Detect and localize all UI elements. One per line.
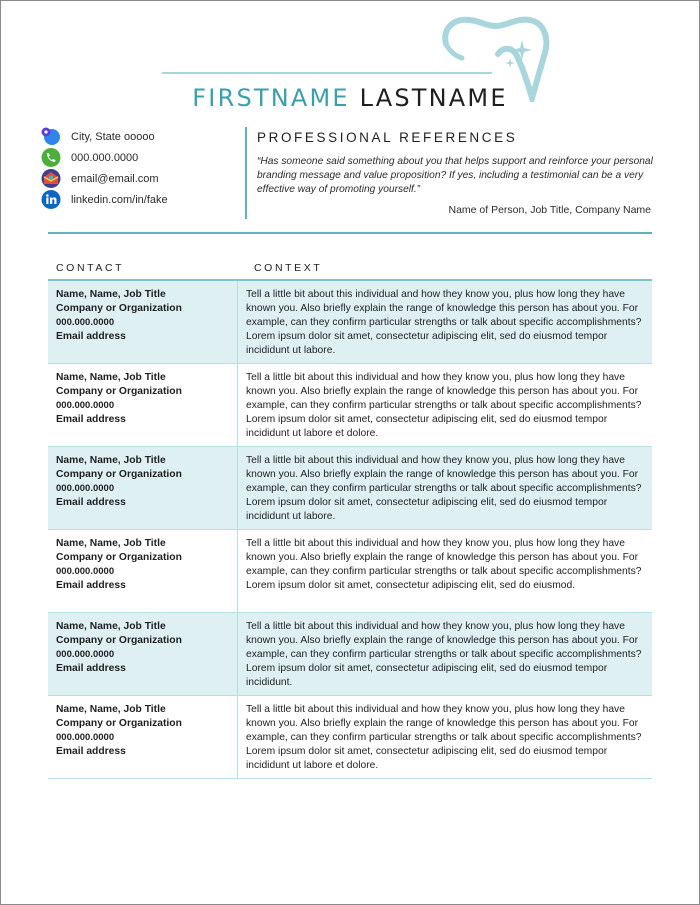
reference-company: Company or Organization: [56, 469, 182, 480]
table-row: [48, 613, 652, 696]
reference-name: Name, Name, Job Title: [56, 538, 166, 549]
reference-name: Name, Name, Job Title: [56, 621, 166, 632]
reference-email: Email address: [56, 331, 126, 342]
section-separator: [48, 232, 652, 234]
testimonial-quote: “Has someone said something about you that helps support and reinforce your personal branding message and value proposition? If yes, including a testimonial can be a very effective way of promoting yourself.”: [257, 156, 653, 195]
reference-contact: [48, 281, 238, 363]
table-row: [48, 364, 652, 447]
table-row: [48, 696, 652, 779]
reference-name: Name, Name, Job Title: [56, 455, 166, 466]
reference-contact: [48, 530, 238, 612]
first-name: FIRSTNAME: [192, 84, 350, 112]
reference-contact: [48, 613, 238, 695]
table-row: [48, 447, 652, 530]
reference-email: Email address: [56, 746, 126, 757]
reference-phone: 000.000.0000: [56, 483, 115, 494]
table-header: [48, 262, 652, 281]
column-header-contact: CONTACT: [56, 262, 125, 274]
reference-phone: 000.000.0000: [56, 732, 115, 743]
email-icon: [40, 168, 62, 189]
contact-email[interactable]: email@email.com: [40, 168, 230, 189]
reference-context: Tell a little bit about this individual and how they know you, plus how long they have known you. Also briefly explain the range of knowledge this person has about you. For example, can they confirm particular strengths or talk about specific accomplishments? Lorem ipsum dolor sit amet, consectetur adipiscing elit, sed do eiusmod tempor incididunt.: [246, 621, 642, 688]
reference-context: Tell a little bit about this individual and how they know you, plus how long they have known you. Also briefly explain the range of knowledge this person has about you. For example, can they confirm particular strengths or talk about specific accomplishments? Lorem ipsum dolor sit amet, consectetur adipiscing elit, sed do eiusmod tempor incididunt ut labore et dolore.: [246, 704, 642, 771]
location-pin-icon: [40, 126, 62, 147]
reference-email: Email address: [56, 414, 126, 425]
reference-context: Tell a little bit about this individual and how they know you, plus how long they have known you. Also briefly explain the range of knowledge this person has about you. For example, can they confirm particular strengths or talk about specific accomplishments? Lorem ipsum dolor sit amet, consectetur adipiscing elit, sed do eiusmod tempor incididunt ut labore.: [246, 289, 642, 356]
contact-location: City, State ooooo: [40, 126, 230, 147]
reference-phone: 000.000.0000: [56, 400, 115, 411]
reference-name: Name, Name, Job Title: [56, 704, 166, 715]
reference-name: Name, Name, Job Title: [56, 372, 166, 383]
references-table: [48, 262, 652, 779]
column-header-context: CONTEXT: [254, 262, 323, 274]
table-row: [48, 281, 652, 364]
reference-context: Tell a little bit about this individual and how they know you, plus how long they have known you. Also briefly explain the range of knowledge this person has about you. For example, can they confirm particular strengths or talk about specific accomplishments? Lorem ipsum dolor sit amet, consectetur adipiscing elit, sed do eiusmod tempor incididunt ut labore.: [246, 455, 642, 522]
reference-company: Company or Organization: [56, 303, 182, 314]
reference-phone: 000.000.0000: [56, 566, 115, 577]
reference-email: Email address: [56, 497, 126, 508]
section-title: PROFESSIONAL REFERENCES: [257, 130, 518, 145]
reference-email: Email address: [56, 580, 126, 591]
reference-name: Name, Name, Job Title: [56, 289, 166, 300]
reference-phone: 000.000.0000: [56, 649, 115, 660]
reference-context: Tell a little bit about this individual and how they know you, plus how long they have known you. Also briefly explain the range of knowledge this person has about you. For example, can they confirm particular strengths or talk about specific accomplishments? Lorem ipsum dolor sit amet, consectetur adipiscing elit, sed do eiusmod tempor incididunt ut labore et dolore.: [246, 372, 642, 439]
reference-context: Tell a little bit about this individual and how they know you, plus how long they have known you. Also briefly explain the range of knowledge this person has about you. For example, can they confirm particular strengths or talk about specific accomplishments? Lorem ipsum dolor sit amet, consectetur adipiscing elit, sed do eiusmod.: [246, 538, 642, 591]
reference-company: Company or Organization: [56, 635, 182, 646]
reference-contact: [48, 447, 238, 529]
reference-contact: [48, 364, 238, 446]
contact-list: [40, 126, 230, 210]
reference-company: Company or Organization: [56, 552, 182, 563]
linkedin-icon: [40, 189, 62, 210]
last-name: LASTNAME: [359, 84, 508, 112]
reference-phone: 000.000.0000: [56, 317, 115, 328]
full-name: [0, 84, 700, 112]
reference-contact: [48, 696, 238, 778]
testimonial-attribution: Name of Person, Job Title, Company Name: [448, 204, 651, 216]
name-underline: [162, 72, 492, 74]
reference-email: Email address: [56, 663, 126, 674]
contact-linkedin[interactable]: linkedin.com/in/fake: [40, 189, 230, 210]
phone-icon: [40, 147, 62, 168]
reference-company: Company or Organization: [56, 386, 182, 397]
reference-company: Company or Organization: [56, 718, 182, 729]
contact-phone: 000.000.0000: [40, 147, 230, 168]
table-row: [48, 530, 652, 613]
header-divider: [245, 127, 247, 219]
